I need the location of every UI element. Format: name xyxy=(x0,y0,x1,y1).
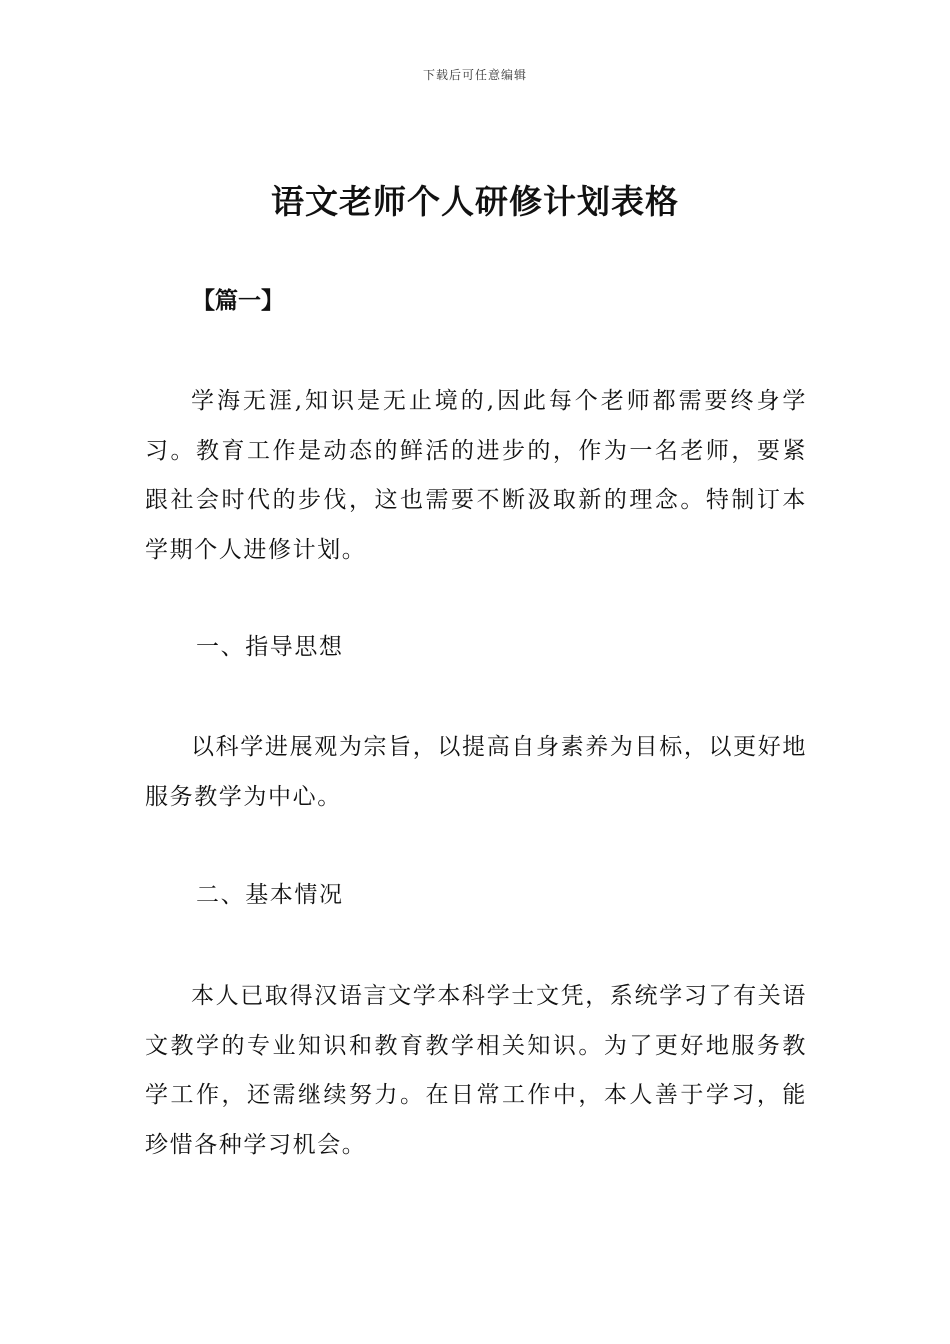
section-tag: 【篇一】 xyxy=(192,288,284,314)
section-body-basic-situation: 本人已取得汉语言文学本科学士文凭，系统学习了有关语文教学的专业知识和教育教学相关知识。为了更好地服务教学工作，还需继续努力。在日常工作中，本人善于学习，能珍惜各种学习机会。 xyxy=(145,983,807,1158)
intro-paragraph: 学海无涯,知识是无止境的,因此每个老师都需要终身学习。教育工作是动态的鲜活的进步的，作为一名老师，要紧跟社会时代的步伐，这也需要不断汲取新的理念。特制订本学期个人进修计划。 xyxy=(145,388,807,563)
section-heading-guiding-thought: 一、指导思想 xyxy=(196,634,344,660)
section-heading-basic-situation: 二、基本情况 xyxy=(196,882,344,908)
document-title: 语文老师个人研修计划表格 xyxy=(271,182,679,221)
header-note: 下载后可任意编辑 xyxy=(422,68,527,82)
section-body-guiding-thought: 以科学进展观为宗旨，以提高自身素养为目标，以更好地服务教学为中心。 xyxy=(145,734,807,810)
